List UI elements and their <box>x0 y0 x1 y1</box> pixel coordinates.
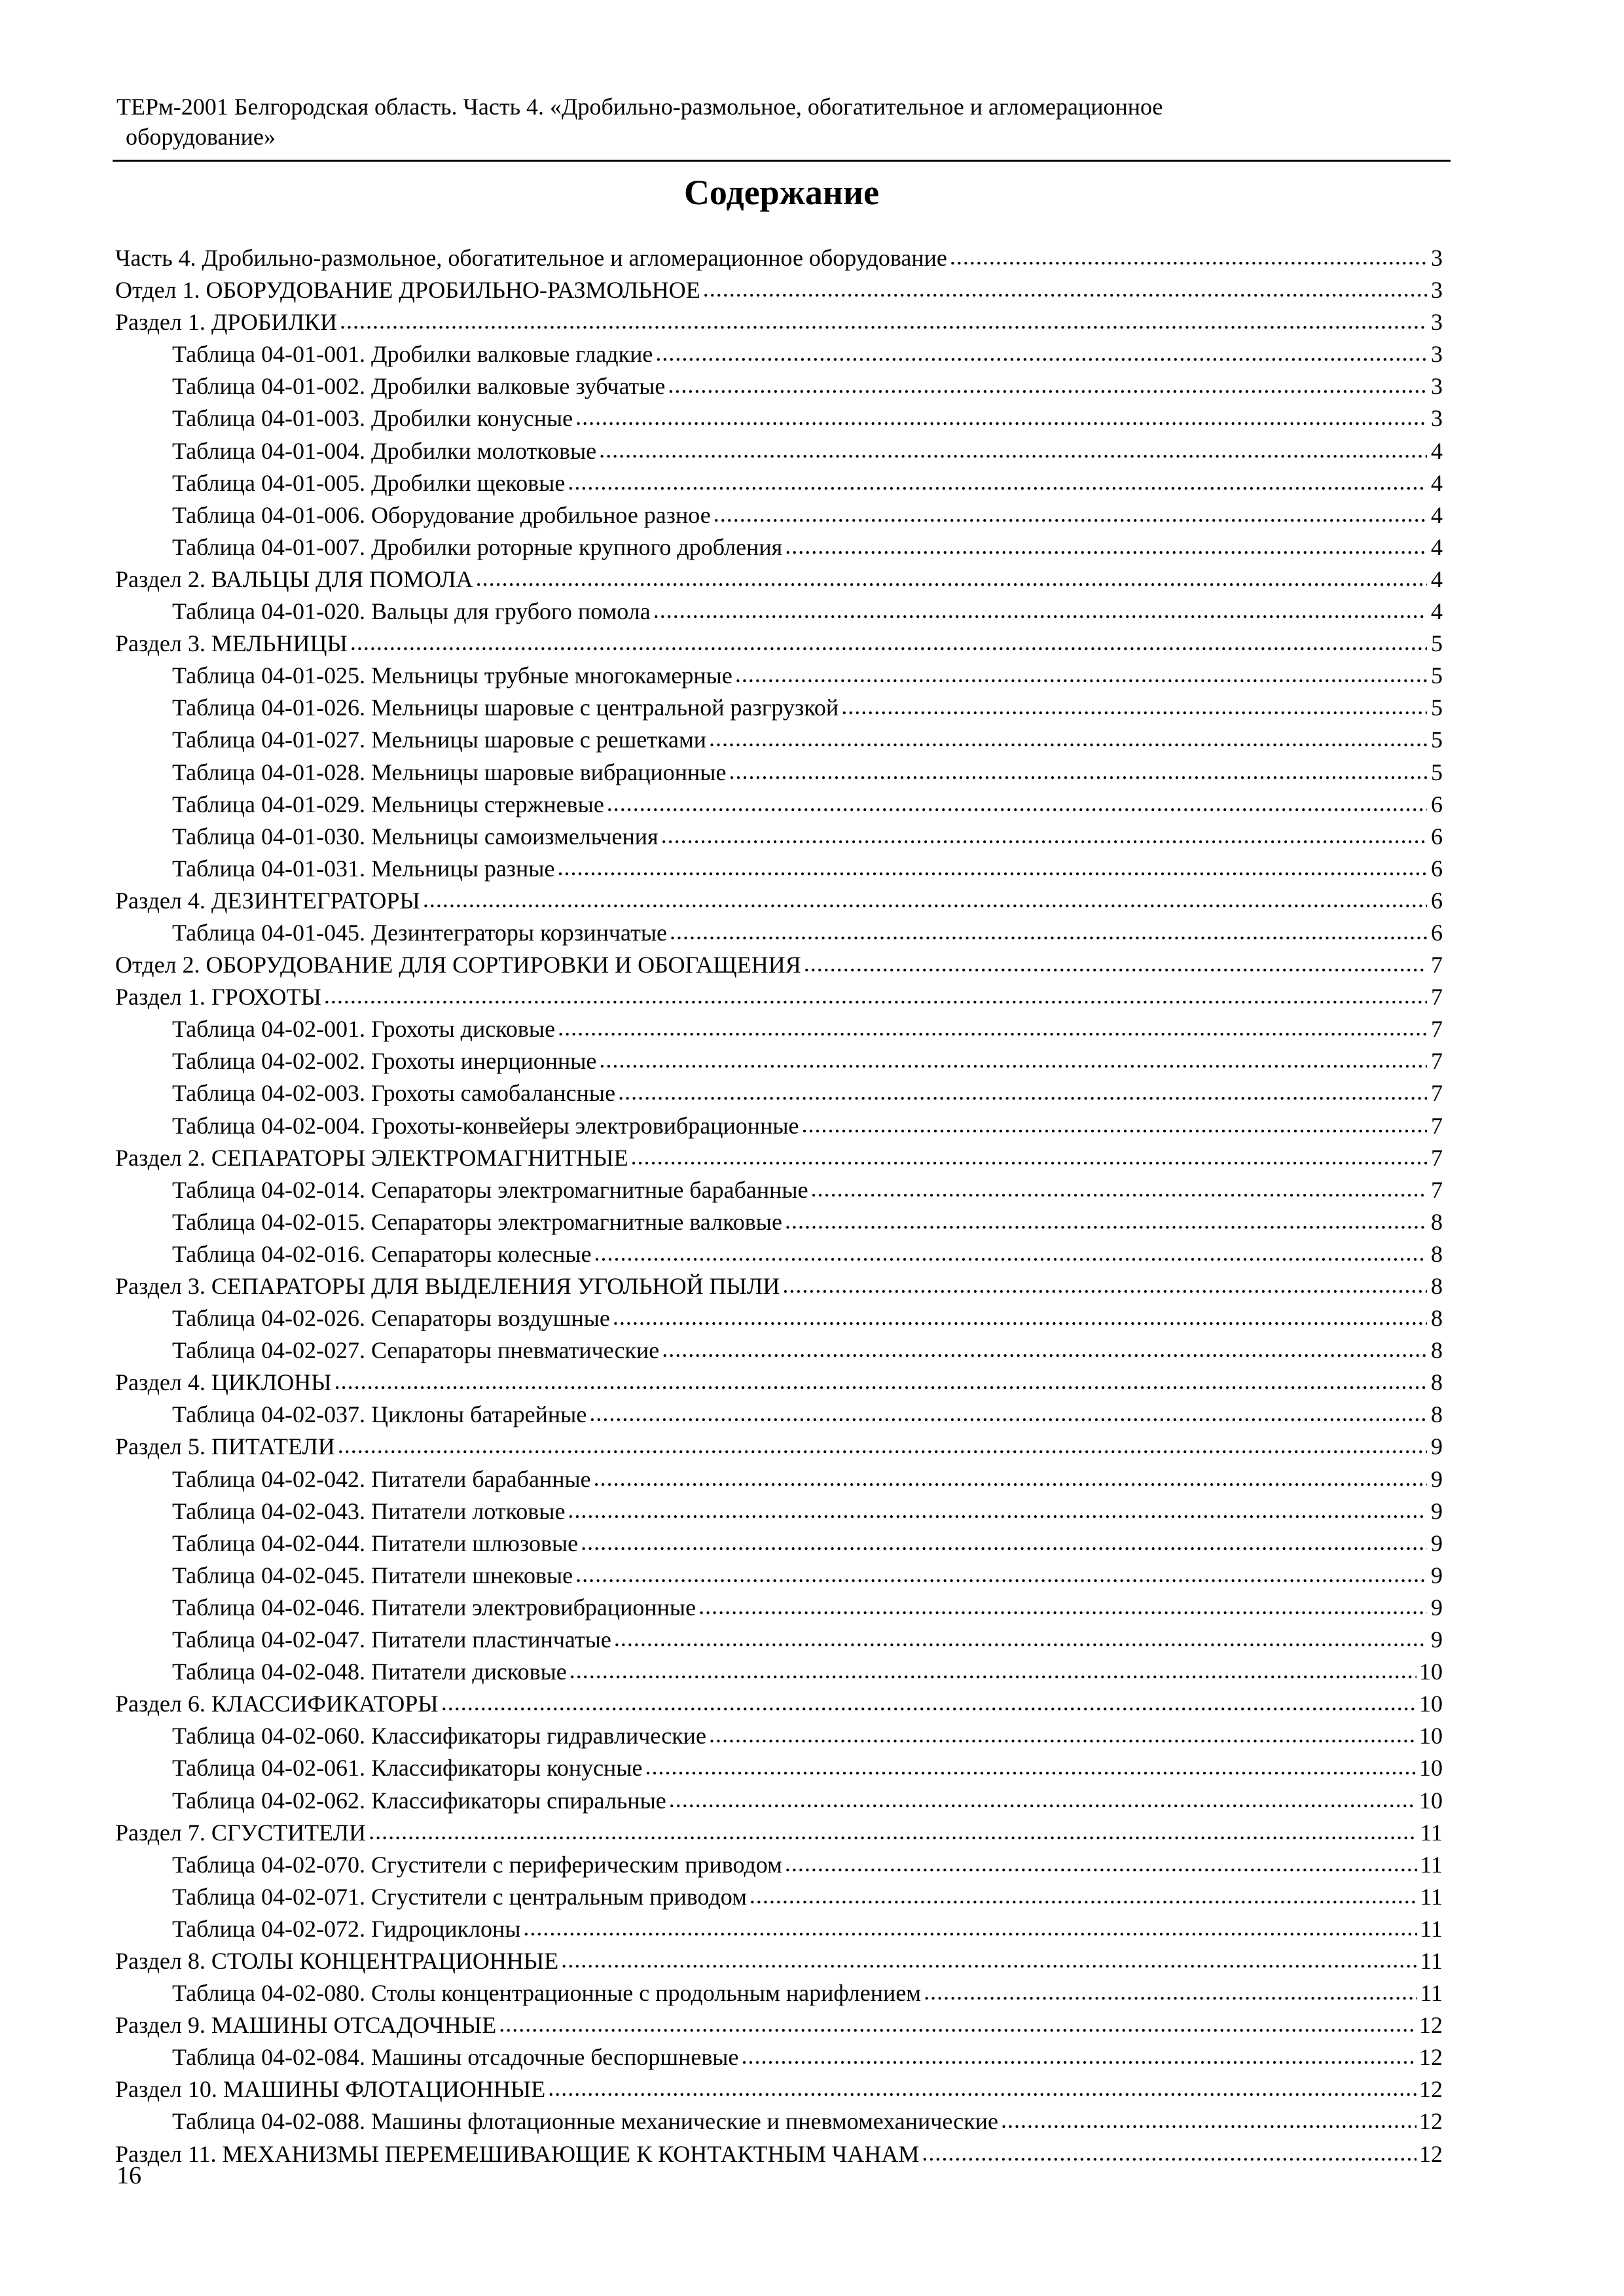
toc-entry-label: Отдел 2. ОБОРУДОВАНИЕ ДЛЯ СОРТИРОВКИ И ОБОГАЩЕНИЯ <box>115 952 801 978</box>
toc-entry-page: 8 <box>1431 1273 1443 1299</box>
toc-entry-page: 11 <box>1420 1851 1443 1878</box>
toc-entry-table[interactable] <box>115 1881 1443 1913</box>
toc-entry-page: 8 <box>1431 1401 1443 1428</box>
toc-entry-table[interactable] <box>115 1560 1443 1592</box>
toc-dot-leader <box>709 1719 1416 1751</box>
toc-entry-page: 12 <box>1419 2012 1443 2039</box>
toc-entry-page: 10 <box>1419 1691 1443 1717</box>
toc-entry-label: Таблица 04-02-045. Питатели шнековые <box>172 1562 573 1588</box>
toc-entry-label: Раздел 5. ПИТАТЕЛИ <box>115 1433 335 1460</box>
toc-entry-table[interactable] <box>115 1110 1443 1142</box>
toc-dot-leader <box>575 401 1427 433</box>
toc-entry-page: 9 <box>1431 1626 1443 1653</box>
toc-entry-section[interactable] <box>115 564 1443 596</box>
toc-dot-leader <box>1001 2104 1416 2136</box>
toc-entry-page: 7 <box>1431 1080 1443 1107</box>
toc-entry-label: Раздел 9. МАШИНЫ ОТСАДОЧНЫЕ <box>115 2012 497 2039</box>
toc-entry-table[interactable] <box>115 1528 1443 1560</box>
toc-entry-page: 7 <box>1431 984 1443 1011</box>
toc-dot-leader <box>599 1044 1427 1076</box>
toc-entry-label: Раздел 1. ГРОХОТЫ <box>115 984 321 1011</box>
toc-entry-label: Раздел 3. МЕЛЬНИЦЫ <box>115 630 348 657</box>
toc-entry-table[interactable] <box>115 1913 1443 1945</box>
toc-dot-leader <box>476 562 1427 594</box>
toc-entry-table[interactable] <box>115 789 1443 821</box>
toc-entry-table[interactable] <box>115 1399 1443 1431</box>
toc-entry-label: Таблица 04-01-007. Дробилки роторные крупного дробления <box>172 533 783 560</box>
toc-dot-leader <box>338 1429 1427 1462</box>
toc-entry-page: 9 <box>1431 1433 1443 1460</box>
toc-entry-page: 6 <box>1431 887 1443 914</box>
toc-entry-section[interactable] <box>115 1817 1443 1849</box>
toc-entry-section[interactable] <box>115 274 1443 306</box>
toc-entry-page: 4 <box>1431 469 1443 496</box>
toc-entry-page: 8 <box>1431 1369 1443 1396</box>
toc-entry-table[interactable] <box>115 1238 1443 1270</box>
running-header-line-2: оборудование» <box>126 124 276 150</box>
toc-entry-table[interactable] <box>115 724 1443 756</box>
toc-entry-label: Таблица 04-01-025. Мельницы трубные многокамерные <box>172 662 732 689</box>
toc-entry-page: 3 <box>1431 405 1443 432</box>
toc-dot-leader <box>669 1784 1416 1816</box>
toc-entry-table[interactable] <box>115 1335 1443 1367</box>
toc-dot-leader <box>749 1880 1417 1912</box>
toc-entry-page: 7 <box>1431 1176 1443 1203</box>
toc-entry-label: Таблица 04-01-045. Дезинтеграторы корзинчатые <box>172 919 667 946</box>
toc-entry-page: 4 <box>1431 598 1443 625</box>
toc-dot-leader <box>662 1333 1427 1365</box>
toc-entry-table[interactable] <box>115 1656 1443 1688</box>
toc-entry-page: 5 <box>1431 694 1443 721</box>
toc-dot-leader <box>655 337 1427 369</box>
toc-dot-leader <box>782 1269 1427 1301</box>
toc-dot-leader <box>441 1687 1416 1719</box>
toc-entry-label: Таблица 04-02-027. Сепараторы пневматические <box>172 1337 660 1364</box>
toc-entry-table[interactable] <box>115 1045 1443 1077</box>
toc-dot-leader <box>568 466 1427 498</box>
toc-entry-page: 3 <box>1431 245 1443 271</box>
toc-entry-table[interactable] <box>115 370 1443 403</box>
toc-entry-section[interactable] <box>115 885 1443 917</box>
toc-dot-leader <box>785 1205 1427 1237</box>
toc-dot-leader <box>423 884 1427 916</box>
toc-entry-page: 6 <box>1431 791 1443 817</box>
toc-entry-section[interactable] <box>115 949 1443 981</box>
toc-entry-label: Таблица 04-01-005. Дробилки щековые <box>172 469 566 496</box>
toc-entry-page: 11 <box>1420 1819 1443 1846</box>
toc-dot-leader <box>668 369 1427 401</box>
toc-entry-label: Таблица 04-01-030. Мельницы самоизмельчения <box>172 823 659 850</box>
toc-dot-leader <box>703 273 1427 305</box>
toc-entry-table[interactable] <box>115 338 1443 370</box>
toc-entry-label: Таблица 04-01-003. Дробилки конусные <box>172 405 573 432</box>
toc-entry-label: Таблица 04-01-028. Мельницы шаровые вибрационные <box>172 759 727 785</box>
toc-entry-table[interactable] <box>115 1077 1443 1109</box>
toc-entry-label: Таблица 04-02-042. Питатели барабанные <box>172 1465 591 1492</box>
toc-entry-section[interactable] <box>115 1945 1443 1977</box>
toc-dot-leader <box>369 1816 1417 1848</box>
toc-entry-label: Таблица 04-02-037. Циклоны батарейные <box>172 1401 587 1428</box>
toc-entry-label: Таблица 04-02-088. Машины флотационные механические и пневмомеханические <box>172 2108 998 2135</box>
toc-entry-table[interactable] <box>115 692 1443 724</box>
toc-entry-table[interactable] <box>115 1174 1443 1206</box>
toc-entry-section[interactable] <box>115 2138 1443 2170</box>
toc-entry-table[interactable] <box>115 499 1443 531</box>
toc-entry-page: 9 <box>1431 1562 1443 1588</box>
toc-dot-leader <box>618 1076 1427 1108</box>
toc-dot-leader <box>613 1301 1427 1333</box>
toc-entry-label: Таблица 04-01-026. Мельницы шаровые с центральной разгрузкой <box>172 694 839 721</box>
toc-entry-label: Таблица 04-02-084. Машины отсадочные беспоршневые <box>172 2044 739 2071</box>
toc-dot-leader <box>670 916 1427 948</box>
toc-entry-label: Таблица 04-01-001. Дробилки валковые гладкие <box>172 341 653 368</box>
toc-dot-leader <box>599 434 1427 466</box>
toc-entry-page: 5 <box>1431 630 1443 657</box>
toc-entry-label: Раздел 8. СТОЛЫ КОНЦЕНТРАЦИОННЫЕ <box>115 1947 559 1974</box>
toc-entry-page: 12 <box>1419 2108 1443 2135</box>
toc-entry-label: Таблица 04-02-080. Столы концентрационные с продольным нарифлением <box>172 1980 922 2007</box>
toc-entry-label: Таблица 04-01-004. Дробилки молотковые <box>172 437 597 464</box>
toc-entry-table[interactable] <box>115 1206 1443 1238</box>
toc-entry-section[interactable] <box>115 1431 1443 1463</box>
toc-entry-page: 7 <box>1431 1048 1443 1075</box>
toc-entry-page: 4 <box>1431 533 1443 560</box>
toc-dot-leader <box>523 1912 1417 1944</box>
toc-entry-label: Раздел 6. КЛАССИФИКАТОРЫ <box>115 1691 439 1717</box>
toc-dot-leader <box>698 1590 1427 1623</box>
toc-entry-page: 7 <box>1431 1016 1443 1043</box>
toc-entry-label: Таблица 04-02-046. Питатели электровибрационные <box>172 1594 696 1621</box>
toc-entry-table[interactable] <box>115 531 1443 564</box>
toc-entry-page: 4 <box>1431 565 1443 592</box>
toc-entry-label: Таблица 04-01-002. Дробилки валковые зубчатые <box>172 373 666 400</box>
toc-entry-page: 12 <box>1419 2076 1443 2103</box>
toc-entry-label: Раздел 1. ДРОБИЛКИ <box>115 309 337 336</box>
toc-dot-leader <box>607 787 1427 819</box>
running-header <box>117 92 1445 152</box>
toc-entry-page: 4 <box>1431 501 1443 528</box>
toc-dot-leader <box>950 241 1427 273</box>
toc-entry-section[interactable] <box>115 1367 1443 1399</box>
toc-entry-page: 10 <box>1419 1723 1443 1749</box>
toc-dot-leader <box>594 1462 1427 1494</box>
toc-entry-page: 9 <box>1431 1465 1443 1492</box>
toc-entry-label: Раздел 4. ЦИКЛОНЫ <box>115 1369 332 1396</box>
toc-dot-leader <box>653 594 1427 626</box>
toc-entry-label: Раздел 10. МАШИНЫ ФЛОТАЦИОННЫЕ <box>115 2076 546 2103</box>
toc-entry-label: Раздел 2. ВАЛЬЦЫ ДЛЯ ПОМОЛА <box>115 565 473 592</box>
toc-dot-leader <box>340 305 1427 337</box>
toc-entry-label: Таблица 04-02-048. Питатели дисковые <box>172 1659 567 1685</box>
toc-entry-label: Таблица 04-01-029. Мельницы стержневые <box>172 791 604 817</box>
toc-entry-label: Таблица 04-02-001. Грохоты дисковые <box>172 1016 556 1043</box>
toc-entry-page: 11 <box>1420 1980 1443 2007</box>
toc-dot-leader <box>709 723 1427 755</box>
toc-entry-label: Таблица 04-01-027. Мельницы шаровые с решетками <box>172 726 707 753</box>
toc-entry-section[interactable] <box>115 306 1443 338</box>
table-of-contents <box>115 242 1443 2170</box>
toc-entry-table[interactable] <box>115 1496 1443 1528</box>
toc-entry-label: Таблица 04-02-015. Сепараторы электромагнитные валковые <box>172 1208 782 1235</box>
page-number: 16 <box>117 2162 141 2189</box>
toc-entry-section[interactable] <box>115 1270 1443 1302</box>
toc-entry-table[interactable] <box>115 1849 1443 1881</box>
toc-dot-leader <box>499 2008 1416 2040</box>
toc-entry-page: 10 <box>1419 1755 1443 1782</box>
toc-dot-leader <box>614 1623 1427 1655</box>
toc-entry-page: 4 <box>1431 437 1443 464</box>
toc-dot-leader <box>334 1365 1427 1397</box>
toc-entry-page: 6 <box>1431 823 1443 850</box>
toc-entry-page: 3 <box>1431 309 1443 336</box>
toc-entry-page: 9 <box>1431 1530 1443 1556</box>
toc-entry-table[interactable] <box>115 2106 1443 2138</box>
toc-entry-table[interactable] <box>115 1977 1443 2009</box>
toc-entry-label: Таблица 04-02-044. Питатели шлюзовые <box>172 1530 579 1556</box>
toc-title: Содержание <box>683 173 880 212</box>
header-divider <box>113 160 1451 162</box>
toc-entry-table[interactable] <box>115 853 1443 885</box>
toc-dot-leader <box>661 819 1427 852</box>
toc-entry-section[interactable] <box>115 981 1443 1013</box>
toc-dot-leader <box>594 1237 1427 1269</box>
toc-entry-label: Отдел 1. ОБОРУДОВАНИЕ ДРОБИЛЬНО-РАЗМОЛЬНОЕ <box>115 277 700 304</box>
toc-entry-section[interactable] <box>115 1142 1443 1174</box>
toc-dot-leader <box>811 1173 1427 1205</box>
toc-entry-table[interactable] <box>115 467 1443 499</box>
toc-entry-page: 12 <box>1419 2140 1443 2167</box>
toc-entry-table[interactable] <box>115 1720 1443 1752</box>
toc-dot-leader <box>568 1494 1427 1526</box>
toc-entry-table[interactable] <box>115 2041 1443 2073</box>
toc-entry-label: Таблица 04-02-061. Классификаторы конусные <box>172 1755 643 1782</box>
toc-entry-page: 11 <box>1420 1883 1443 1910</box>
toc-entry-label: Таблица 04-02-026. Сепараторы воздушные <box>172 1305 610 1332</box>
toc-dot-leader <box>729 755 1427 787</box>
toc-dot-leader <box>645 1751 1417 1783</box>
toc-dot-leader <box>741 2040 1416 2072</box>
toc-entry-section[interactable] <box>115 2073 1443 2106</box>
toc-entry-page: 3 <box>1431 373 1443 400</box>
toc-entry-page: 6 <box>1431 855 1443 882</box>
toc-entry-page: 9 <box>1431 1498 1443 1524</box>
toc-entry-section[interactable] <box>115 2009 1443 2041</box>
toc-entry-page: 5 <box>1431 726 1443 753</box>
toc-entry-label: Таблица 04-02-070. Сгустители с периферическим приводом <box>172 1851 782 1878</box>
toc-entry-page: 11 <box>1420 1915 1443 1942</box>
toc-entry-page: 8 <box>1431 1208 1443 1235</box>
toc-dot-leader <box>589 1397 1427 1429</box>
toc-entry-label: Часть 4. Дробильно-размольное, обогатительное и агломерационное оборудование <box>115 245 947 271</box>
toc-entry-label: Таблица 04-02-072. Гидроциклоны <box>172 1915 521 1942</box>
toc-entry-label: Таблица 04-02-004. Грохоты-конвейеры электровибрационные <box>172 1112 799 1139</box>
toc-entry-label: Таблица 04-02-043. Питатели лотковые <box>172 1498 566 1524</box>
toc-dot-leader <box>631 1141 1427 1173</box>
toc-entry-page: 6 <box>1431 919 1443 946</box>
toc-entry-section[interactable] <box>115 628 1443 660</box>
toc-entry-page: 7 <box>1431 952 1443 978</box>
toc-entry-page: 12 <box>1419 2044 1443 2071</box>
toc-entry-page: 10 <box>1419 1659 1443 1685</box>
toc-entry-table[interactable] <box>115 1624 1443 1656</box>
toc-entry-page: 11 <box>1420 1947 1443 1974</box>
toc-entry-label: Раздел 2. СЕПАРАТОРЫ ЭЛЕКТРОМАГНИТНЫЕ <box>115 1144 628 1171</box>
toc-dot-leader <box>575 1558 1427 1590</box>
toc-entry-label: Раздел 4. ДЕЗИНТЕГРАТОРЫ <box>115 887 420 914</box>
toc-entry-page: 10 <box>1419 1787 1443 1814</box>
toc-entry-label: Таблица 04-02-047. Питатели пластинчатые <box>172 1626 611 1653</box>
toc-entry-label: Таблица 04-02-003. Грохоты самобалансные <box>172 1080 616 1107</box>
toc-entry-label: Таблица 04-02-071. Сгустители с центральным приводом <box>172 1883 747 1910</box>
toc-dot-leader <box>561 1944 1417 1976</box>
toc-dot-leader <box>324 980 1427 1012</box>
toc-entry-table[interactable] <box>115 1302 1443 1335</box>
toc-entry-page: 7 <box>1431 1144 1443 1171</box>
toc-entry-page: 8 <box>1431 1240 1443 1267</box>
toc-entry-page: 7 <box>1431 1112 1443 1139</box>
toc-entry-label: Таблица 04-02-002. Грохоты инерционные <box>172 1048 597 1075</box>
running-header-line-1: ТЕРм-2001 Белгородская область. Часть 4. «Дробильно-размольное, обогатительное и агломерационное <box>117 94 1163 120</box>
toc-entry-table[interactable] <box>115 1592 1443 1624</box>
toc-entry-label: Таблица 04-02-060. Классификаторы гидравлические <box>172 1723 706 1749</box>
toc-entry-table[interactable] <box>115 596 1443 628</box>
toc-entry-table[interactable] <box>115 1013 1443 1045</box>
toc-dot-leader <box>548 2072 1416 2104</box>
toc-entry-label: Таблица 04-02-062. Классификаторы спиральные <box>172 1787 666 1814</box>
toc-entry-page: 8 <box>1431 1337 1443 1364</box>
toc-dot-leader <box>785 530 1427 562</box>
toc-entry-table[interactable] <box>115 821 1443 853</box>
toc-dot-leader <box>841 691 1427 723</box>
toc-dot-leader <box>557 852 1427 884</box>
toc-dot-leader <box>785 1848 1417 1880</box>
toc-entry-table[interactable] <box>115 917 1443 949</box>
toc-entry-section[interactable] <box>115 1688 1443 1720</box>
toc-entry-label: Раздел 3. СЕПАРАТОРЫ ДЛЯ ВЫДЕЛЕНИЯ УГОЛЬНОЙ ПЫЛИ <box>115 1273 780 1299</box>
toc-entry-page: 5 <box>1431 662 1443 689</box>
toc-entry-table[interactable] <box>115 757 1443 789</box>
toc-entry-label: Таблица 04-01-006. Оборудование дробильное разное <box>172 501 711 528</box>
toc-entry-table[interactable] <box>115 435 1443 467</box>
toc-entry-page: 5 <box>1431 759 1443 785</box>
toc-entry-label: Таблица 04-02-016. Сепараторы колесные <box>172 1240 592 1267</box>
toc-dot-leader <box>802 1109 1428 1141</box>
toc-dot-leader <box>922 2137 1416 2169</box>
toc-entry-page: 3 <box>1431 341 1443 368</box>
toc-entry-page: 9 <box>1431 1594 1443 1621</box>
toc-entry-table[interactable] <box>115 1463 1443 1496</box>
toc-dot-leader <box>581 1526 1427 1558</box>
toc-dot-leader <box>804 948 1427 980</box>
toc-entry-table[interactable] <box>115 403 1443 435</box>
toc-entry-label: Раздел 7. СГУСТИТЕЛИ <box>115 1819 367 1846</box>
toc-entry-table[interactable] <box>115 1752 1443 1784</box>
toc-entry-table[interactable] <box>115 1785 1443 1817</box>
toc-dot-leader <box>558 1012 1427 1044</box>
toc-dot-leader <box>735 658 1427 691</box>
toc-entry-label: Раздел 11. МЕХАНИЗМЫ ПЕРЕМЕШИВАЮЩИЕ К КОНТАКТНЫМ ЧАНАМ <box>115 2140 920 2167</box>
toc-dot-leader <box>924 1976 1417 2008</box>
toc-entry-label: Таблица 04-01-020. Вальцы для грубого помола <box>172 598 651 625</box>
toc-entry-page: 3 <box>1431 277 1443 304</box>
toc-dot-leader <box>350 626 1427 658</box>
toc-entry-table[interactable] <box>115 660 1443 692</box>
toc-entry-label: Таблица 04-01-031. Мельницы разные <box>172 855 555 882</box>
toc-entry-page: 8 <box>1431 1305 1443 1332</box>
toc-dot-leader <box>569 1655 1416 1687</box>
toc-dot-leader <box>713 498 1427 530</box>
toc-entry-section[interactable] <box>115 242 1443 274</box>
toc-entry-label: Таблица 04-02-014. Сепараторы электромагнитные барабанные <box>172 1176 808 1203</box>
